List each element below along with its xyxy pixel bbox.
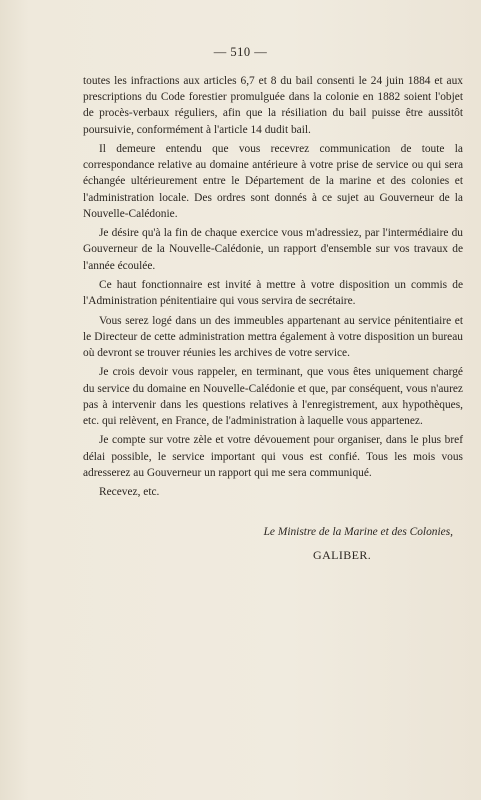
paragraph-3: Je désire qu'à la fin de chaque exercice vous m'adressiez, par l'intermédiaire du Gouverneur de la Nouvelle-Calédonie, un rapport d'ensemble sur vos travaux de l'année écoulée.	[83, 227, 463, 272]
page-number: — 510 —	[213, 45, 268, 59]
paragraph-2: Il demeure entendu que vous recevrez communication de toute la correspondance relative au domaine antérieure à votre prise de service ou qui sera échangée ultérieurement entre le Département de la marine et des colonies et l'administration locale. Des ordres sont donnés à ce sujet au Gouverneur de la Nouvelle-Calédonie.	[83, 143, 463, 220]
closing-line: Recevez, etc.	[99, 486, 160, 499]
paragraph-7: Je compte sur votre zèle et votre dévouement pour organiser, dans le plus bref délai possible, le service important qui vous est confié. Tous les mois vous adresserez au Gouverneur un rapport qui me sera communiqué.	[83, 434, 463, 479]
paragraph-5: Vous serez logé dans un des immeubles appartenant au service pénitentiaire et le Directeur de cette administration mettra également à votre disposition un bureau où devront se trouver réunies les archives de votre service.	[83, 314, 463, 359]
signatory-name: GALIBER.	[313, 548, 372, 562]
body-text	[83, 73, 463, 500]
signatory-title: Le Ministre de la Marine et des Colonies,	[263, 526, 453, 538]
paragraph-1: toutes les infractions aux articles 6,7 et 8 du bail consenti le 24 juin 1884 et aux prescriptions du Code forestier promulguée dans la colonie en 1882 soient l'objet de procès-verbaux réguliers, afin que la résiliation du bail puisse être aussitôt poursuivie, conformément à l'article 14 dudit bail.	[83, 75, 463, 136]
paragraph-6: Je crois devoir vous rappeler, en terminant, que vous êtes uniquement chargé du service du domaine en Nouvelle-Calédonie et que, par conséquent, vous n'aurez pas à intervenir dans les questions relatives à l'enregistrement, aux hypothèques, etc. qui relèvent, en France, de l'administration à laquelle vous appartenez.	[83, 366, 463, 427]
paragraph-4: Ce haut fonctionnaire est invité à mettre à votre disposition un commis de l'Administration pénitentiaire qui vous servira de secrétaire.	[83, 279, 463, 308]
signature-block	[83, 524, 463, 563]
